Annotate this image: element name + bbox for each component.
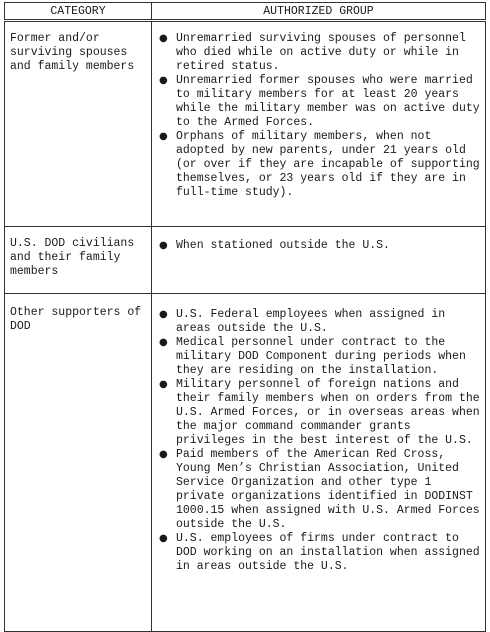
table-row <box>5 21 486 227</box>
bullet-icon: ● <box>159 33 168 44</box>
list-item-text: U.S. employees of firms under contract to DOD working on an installation when assigned in areas outside the U.S. <box>176 532 480 573</box>
bullet-icon: ● <box>159 240 168 251</box>
list-item <box>156 74 481 130</box>
bullet-icon: ● <box>159 533 168 544</box>
bullet-icon: ● <box>159 379 168 390</box>
bullet-icon: ● <box>159 449 168 460</box>
header-authorized-group: AUTHORIZED GROUP <box>152 3 486 21</box>
list-item <box>156 239 481 253</box>
list-item <box>156 130 481 200</box>
list-item-text: U.S. Federal employees when assigned in areas outside the U.S. <box>176 308 446 335</box>
authorized-group-cell <box>152 294 486 632</box>
list-item-text: Unremarried former spouses who were married to military members for at least 20 years while the military member was on active duty to the Armed Forces. <box>176 74 480 129</box>
list-item-text: Unremarried surviving spouses of personnel who died while on active duty or while in retired status. <box>176 32 466 73</box>
authorized-group-cell <box>152 227 486 294</box>
list-item <box>156 378 481 448</box>
group-list <box>156 308 481 574</box>
bullet-icon: ● <box>159 337 168 348</box>
table-row <box>5 294 486 632</box>
category-cell: Other supporters of DOD <box>5 294 152 632</box>
table-row <box>5 227 486 294</box>
group-list <box>156 239 481 253</box>
list-item <box>156 308 481 336</box>
list-item <box>156 448 481 532</box>
group-list <box>156 32 481 200</box>
header-category: CATEGORY <box>5 3 152 21</box>
table-header-row <box>5 3 486 21</box>
list-item <box>156 336 481 378</box>
list-item <box>156 532 481 574</box>
list-item-text: When stationed outside the U.S. <box>176 239 390 252</box>
bullet-icon: ● <box>159 75 168 86</box>
list-item <box>156 32 481 74</box>
list-item-text: Paid members of the American Red Cross, Young Men’s Christian Association, United Service Organization and other type 1 private organizations identified in DODINST 1000.15 when assigned with U.S. Armed Forces outside the U.S. <box>176 448 480 531</box>
list-item-text: Medical personnel under contract to the military DOD Component during periods when they are residing on the installation. <box>176 336 466 377</box>
category-cell: Former and/or surviving spouses and family members <box>5 21 152 227</box>
category-cell: U.S. DOD civilians and their family members <box>5 227 152 294</box>
list-item-text: Orphans of military members, when not adopted by new parents, under 21 years old (or over if they are incapable of supporting themselves, or 23 years old if they are in full-time study). <box>176 130 480 199</box>
authorized-group-cell <box>152 21 486 227</box>
list-item-text: Military personnel of foreign nations and their family members when on orders from the U.S. Armed Forces, or in overseas areas when the major command commander grants privileges in the best interest of the U.S. <box>176 378 480 447</box>
bullet-icon: ● <box>159 309 168 320</box>
bullet-icon: ● <box>159 131 168 142</box>
authorized-group-table <box>4 2 486 632</box>
